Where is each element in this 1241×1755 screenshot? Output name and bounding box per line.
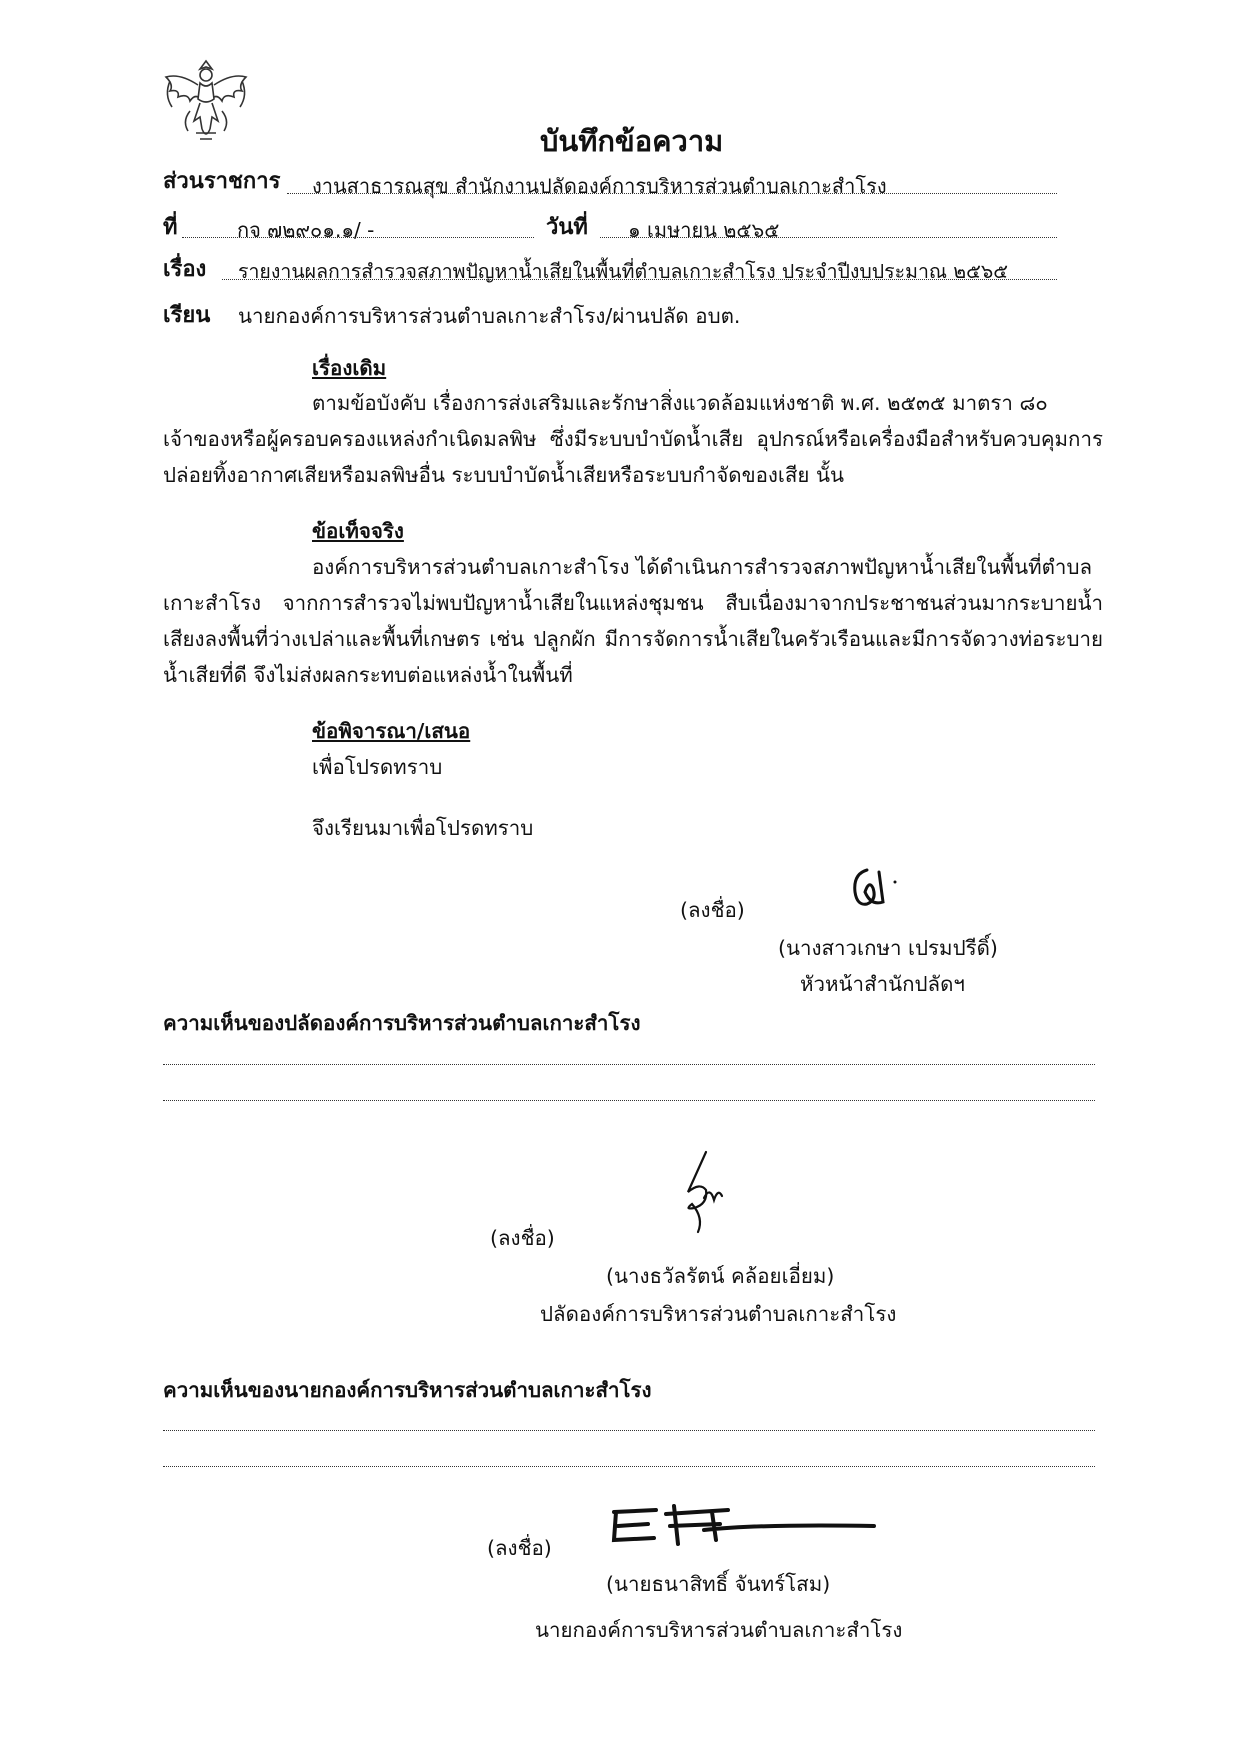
ref-label: ที่ — [163, 215, 178, 240]
opinion1-sign-label: (ลงชื่อ) — [490, 1226, 555, 1250]
opinion1-name: (นางธวัลรัตน์ คล้อยเอี่ยม) — [606, 1264, 835, 1288]
opinion2-dotline-2 — [163, 1466, 1095, 1467]
date-value: ๑ เมษายน ๒๕๖๕ — [628, 218, 780, 242]
background-paragraph: เจ้าของหรือผู้ครอบครองแหล่งกำเนิดมลพิษ ซึ่งมีระบบบำบัดน้ำเสีย อุปกรณ์หรือเครื่องมือสำหรับควบคุมการปล่อยทิ้งอากาศเสียหรือมลพิษอื่น ระบบบำบัดน้ำเสียหรือระบบกำจัดของเสีย นั้น — [163, 427, 1103, 487]
subject-label: เรื่อง — [163, 257, 207, 282]
proposal-closing: จึงเรียนมาเพื่อโปรดทราบ — [312, 816, 534, 840]
to-label: เรียน — [163, 303, 211, 328]
page-title: บันทึกข้อความ — [540, 124, 724, 158]
signer1-name: (นางสาวเกษา เปรมปรีดิ์) — [778, 936, 998, 960]
opinion1-position: ปลัดองค์การบริหารส่วนตำบลเกาะสำโรง — [540, 1302, 897, 1326]
facts-first-line: องค์การบริหารส่วนตำบลเกาะสำโรง ได้ดำเนินการสำรวจสภาพปัญหาน้ำเสียในพื้นที่ตำบล — [312, 555, 1093, 579]
signature-3-icon — [608, 1500, 878, 1550]
subject-value: รายงานผลการสำรวจสภาพปัญหาน้ำเสียในพื้นที่ตำบลเกาะสำโรง ประจำปีงบประมาณ ๒๕๖๕ — [238, 260, 1008, 283]
signature-1-icon — [845, 862, 905, 912]
opinion2-heading: ความเห็นของนายกองค์การบริหารส่วนตำบลเกาะสำโรง — [163, 1378, 652, 1402]
facts-heading: ข้อเท็จจริง — [312, 519, 404, 543]
signature-2-icon — [670, 1148, 740, 1238]
ref-value: กจ ๗๒๙๐๑.๑/ - — [237, 218, 375, 242]
opinion2-name: (นายธนาสิทธิ์ จันทร์โสม) — [606, 1572, 831, 1596]
opinion2-sign-label: (ลงชื่อ) — [487, 1536, 552, 1560]
opinion2-position: นายกองค์การบริหารส่วนตำบลเกาะสำโรง — [535, 1618, 903, 1642]
date-label: วันที่ — [546, 215, 588, 240]
opinion1-heading: ความเห็นของปลัดองค์การบริหารส่วนตำบลเกาะสำโรง — [163, 1011, 641, 1035]
proposal-text: เพื่อโปรดทราบ — [312, 755, 443, 779]
signer1-sign-label: (ลงชื่อ) — [680, 898, 745, 922]
opinion1-dotline-2 — [163, 1100, 1095, 1101]
opinion1-dotline-1 — [163, 1064, 1095, 1065]
background-first-line: ตามข้อบังคับ เรื่องการส่งเสริมและรักษาสิ่งแวดล้อมแห่งชาติ พ.ศ. ๒๕๓๕ มาตรา ๘๐ — [312, 391, 1048, 415]
facts-paragraph: เกาะสำโรง จากการสำรวจไม่พบปัญหาน้ำเสียในแหล่งชุมชน สืบเนื่องมาจากประชาชนส่วนมากระบายน้ำเสียงลงพื้นที่ว่างเปล่าและพื้นที่เกษตร เช่น ปลูกผัก มีการจัดการน้ำเสียในครัวเรือนและมีการจัดวางท่อระบายน้ำเสียที่ดี จึงไม่ส่งผลกระทบต่อแหล่งน้ำในพื้นที่ — [163, 591, 1103, 687]
garuda-emblem-icon — [160, 55, 252, 147]
to-value: นายกองค์การบริหารส่วนตำบลเกาะสำโรง/ผ่านปลัด อบต. — [238, 304, 741, 328]
department-value: งานสาธารณสุข สำนักงานปลัดองค์การบริหารส่วนตำบลเกาะสำโรง — [312, 174, 887, 198]
opinion2-dotline-1 — [163, 1430, 1095, 1431]
background-heading: เรื่องเดิม — [312, 356, 387, 380]
proposal-heading: ข้อพิจารณา/เสนอ — [312, 719, 471, 743]
signer1-position: หัวหน้าสำนักปลัดฯ — [800, 972, 965, 996]
department-label: ส่วนราชการ — [163, 169, 281, 194]
